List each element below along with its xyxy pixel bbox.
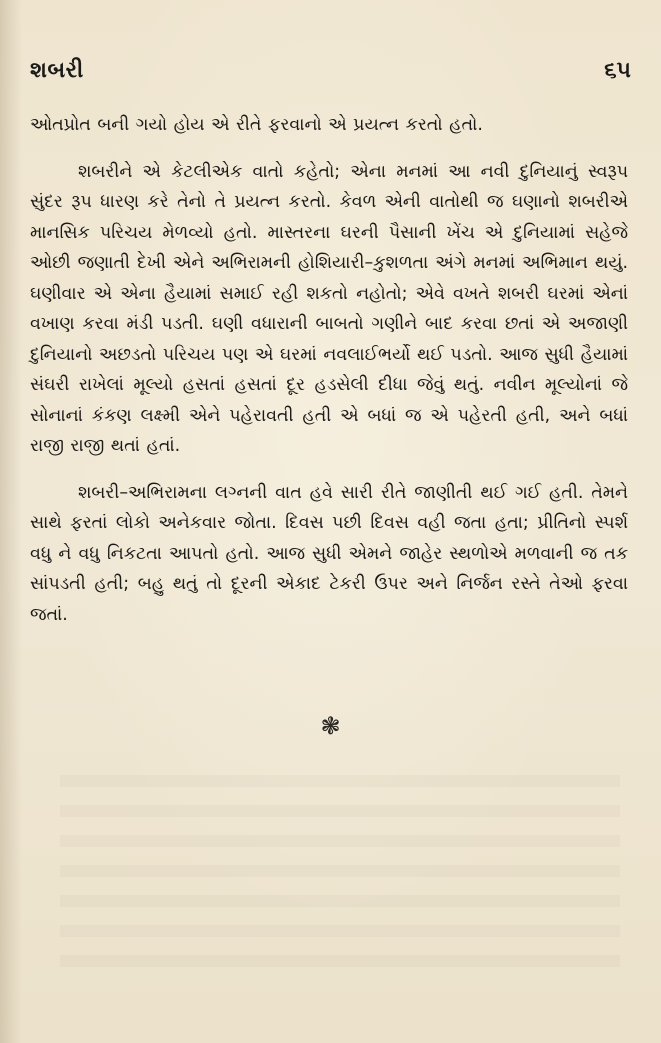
section-ornament-icon: ❃ xyxy=(320,712,341,740)
paragraph: શબરી–અભિરામના લગ્નની વાત હવે સારી રીતે જાણીતી થઈ ગઈ હતી. તેમને સાથે ફરતાં લોકો અનેકવાર જોતા. દિવસ પછી દિવસ વહી જતા હતા; પ્રીતિનો સ્પર્શ વધુ ને વધુ નિકટતા આપતો હતો. આજ સુધી એમને જાહેર સ્થળોએ મળવાની જ તક સાંપડતી હતી; બહુ થતું તો દૂરની એકાદ ટેકરી ઉપર અને નિર્જન રસ્તે તેઓ ફરવા જતાં. xyxy=(30,482,628,625)
page-number: ૬૫ xyxy=(604,58,631,83)
paragraph-continuation: ઓતપ્રોત બની ગયો હોય એ રીતે ફરવાનો એ પ્રયત્ન કરતો હતો. xyxy=(30,115,483,135)
reverse-side-show-through xyxy=(60,775,620,975)
binding-shadow xyxy=(0,0,22,1043)
running-head: શબરી xyxy=(30,58,84,83)
page-header xyxy=(30,58,631,98)
body-text xyxy=(30,110,628,630)
paragraph: શબરીને એ કેટલીએક વાતો કહેતો; એના મનમાં આ નવી દુનિયાનું સ્વરૂપ સુંદર રૂપ ધારણ કરે તેનો તે પ્રયત્ન કરતો. કેવળ એની વાતોથી જ ઘણાનો શબરીએ માનસિક પરિચય મેળવ્યો હતો. માસ્તરના ઘરની પૈસાની ખેંચ એ દુનિયામાં સહેજે ઓછી જણાતી દેખી એને અભિરામની હોશિયારી–કુશળતા અંગે મનમાં અભિમાન થયું. ઘણીવાર એ એના હૈયામાં સમાઈ રહી શકતો નહોતો; એવે વખતે શબરી ઘરમાં એનાં વખાણ કરવા મંડી પડતી. ઘણી વધારાની બાબતો ગણીને બાદ કરવા છતાં એ અજાણી દુનિયાનો અછડતો પરિચય પણ એ ઘરમાં નવલાઈભર્યો થઈ પડતો. આજ સુધી હૈયામાં સંઘરી રાખેલાં મૂલ્યો હસતાં હસતાં દૂર હડસેલી દીધા જેવું થતું. નવીન મૂલ્યોનાં જે સોનાનાં કંકણ લક્ષ્મી એને પહેરાવતી હતી એ બધાં જ એ પહેરતી હતી, અને બધાં રાજી રાજી થતાં હતાં. xyxy=(30,161,628,456)
